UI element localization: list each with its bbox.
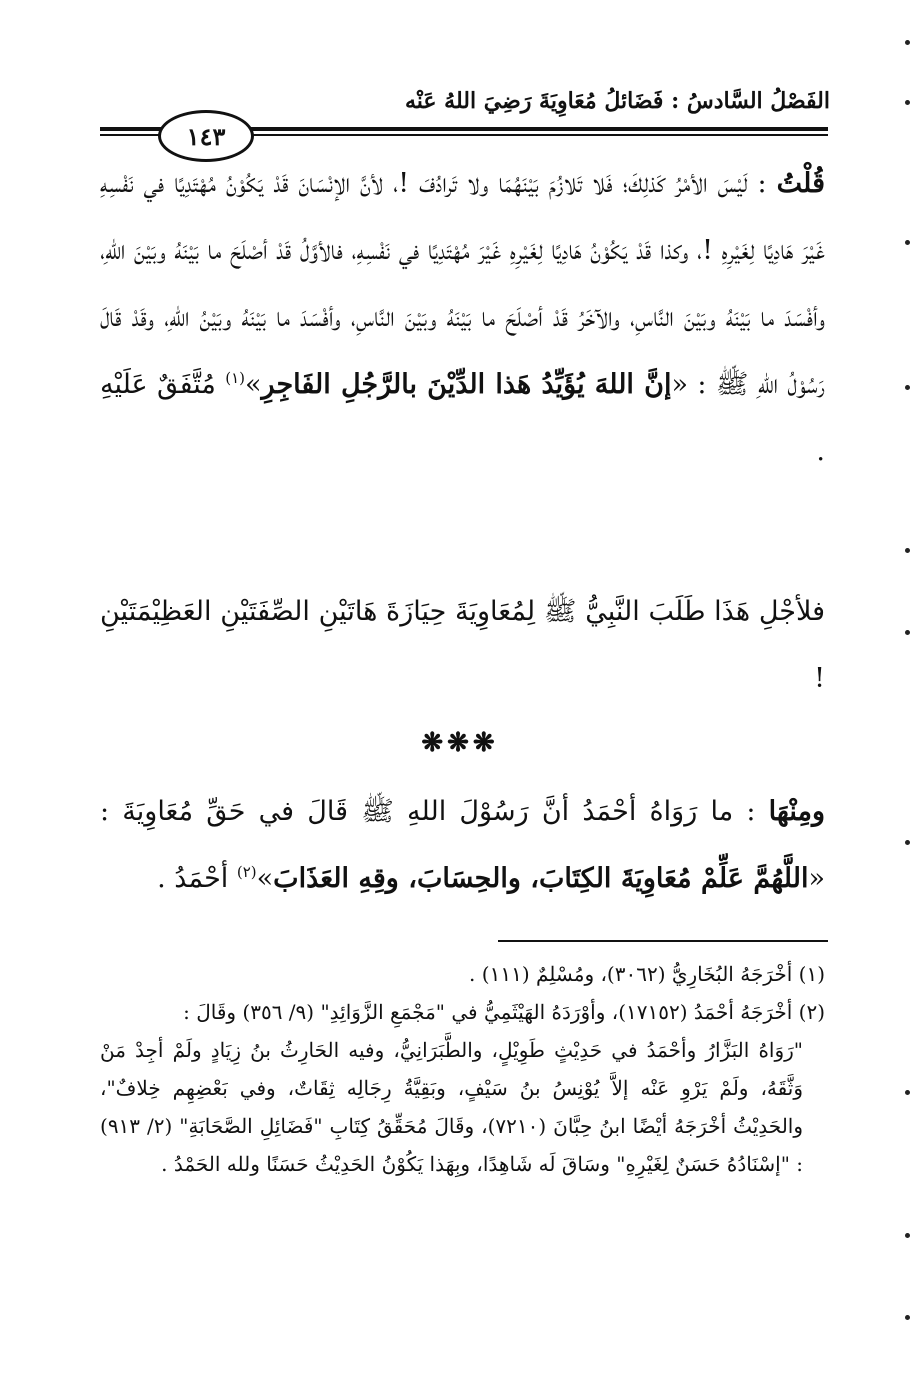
footnote-1: (١) أخْرَجَهُ البُخَارِيُّ (٣٠٦٢)، ومُسْلِمٌ (١١١) . <box>469 962 825 986</box>
paragraph-lead: قُلْتُ <box>776 168 825 199</box>
margin-dot <box>905 630 910 635</box>
paragraph-lead: ومِنْهَا <box>768 796 825 827</box>
paragraph-1 <box>100 150 825 485</box>
quote-close: » <box>245 369 262 400</box>
margin-dot <box>905 840 910 845</box>
margin-dot <box>905 548 910 553</box>
margin-dot <box>905 1315 910 1320</box>
footnote-2-continued: "رَوَاهُ البَزَّارُ وأحْمَدُ في حَدِيْثٍ طَوِيْلٍ، والطَّبَرَانِيُّ، وفيه الحَارِثُ بنُ زِيَادٍ ولَمْ أجِدْ مَنْ وَثَّقَهُ، ولَمْ يَرْوِ عَنْه إلاَّ يُوْنِسُ بنُ سَيْفٍ، وبَقِيَّةُ رِجَالِه ثِقَاتٌ، وفي بَعْضِهِم خِلافٌ"، والحَدِيْثُ أخْرَجَهُ أيْضًا ابنُ حِبَّانَ (٧٢١٠)، وقَالَ مُحَقِّقُ كِتَابِ "فَضَائِلِ الصَّحَابَةِ" (٢/ ٩١٣) : "إسْنَادُهُ حَسَنٌ لِغَيْرِهِ" وسَاقَ لَه شَاهِدًا، وبِهَذا يَكُوْنُ الحَدِيْثُ حَسَنًا ولله الحَمْدُ . <box>100 1038 804 1176</box>
paragraph-tail: أحْمَدُ . <box>157 863 237 894</box>
margin-dot <box>905 240 910 245</box>
footnote-ref-2[interactable]: (٢) <box>236 863 257 881</box>
paragraph-2: فلأجْلِ هَذَا طَلَبَ النَّبِيُّ ﷺ لِمُعَاوِيَةَ حِيَازَةَ هَاتَيْنِ الصِّفَتَيْنِ العَظِيْمَتَيْنِ ! <box>100 596 825 694</box>
section-separator: ❋❋❋ <box>421 728 499 758</box>
margin-dot <box>905 100 910 105</box>
page-number: ١٤٣ <box>158 110 254 162</box>
paragraph-tail: مُتَّفَقٌ عَلَيْهِ . <box>100 369 825 467</box>
footnotes <box>100 955 825 1183</box>
footnote-rule <box>498 940 828 942</box>
margin-dot <box>905 40 910 45</box>
paragraph-text: : ما رَوَاهُ أحْمَدُ أنَّ رَسُوْلَ اللهِ ﷺ قَالَ في حَقِّ مُعَاوِيَةَ : « <box>100 796 825 894</box>
footnote-2: (٢) أخْرَجَهُ أحْمَدُ (١٧١٥٢)، وأوْرَدَهُ الهَيْثَمِيُّ في "مَجْمَعِ الزَّوَائِدِ" (٩/ ٣٥٦) وقَالَ : <box>183 1000 825 1024</box>
paragraph-3 <box>100 778 825 912</box>
margin-dot <box>905 1090 910 1095</box>
footnote-ref-1[interactable]: (١) <box>225 369 246 387</box>
paragraph-text: : لَيْسَ الأمْرُ كَذلِكَ؛ فَلا تَلازُمَ بَيْنَهُمَا ولا تَرادُفَ !، لأنَّ الإنْسَانَ قَدْ يَكُوْنُ مُهْتَدِيًا في نَفْسِهِ غَيْرَ هَادِيًا لِغَيْرِهِ !، وكذا قَدْ يَكُوْنُ هَادِيًا لِغَيْرِهِ غَيْرَ مُهْتَدِيًا في نَفْسِهِ، فالأوَّلُ قَدْ أصْلَحَ ما بَيْنَهُ وبَيْنَ اللهِ، وأفْسَدَ ما بَيْنَهُ وبَيْنَ النَّاسِ، والآخَرُ قَدْ أصْلَحَ ما بَيْنَهُ وبَيْنَ النَّاسِ، وأفْسَدَ ما بَيْنَهُ وبَيْنُ اللهِ، وقَدْ قَالَ رَسُوْلُ اللهِ ﷺ : « <box>100 168 825 400</box>
running-header: الفَصْلُ السَّادسُ : فَضَائلُ مُعَاوِيَةَ رَضِيَ اللهُ عَنْه <box>404 88 830 114</box>
quote-close: » <box>256 863 274 894</box>
margin-dot <box>905 1233 910 1238</box>
hadith-quote: إنَّ اللهَ يُؤَيِّدُ هَذا الدِّيْنَ بالرَّجُلِ الفَاجِرِ <box>261 369 672 400</box>
hadith-quote: اللَّهُمَّ عَلِّمْ مُعَاوِيَةَ الكِتَابَ، والحِسَابَ، وقِهِ العَذَابَ <box>273 863 809 894</box>
margin-dot <box>905 385 910 390</box>
